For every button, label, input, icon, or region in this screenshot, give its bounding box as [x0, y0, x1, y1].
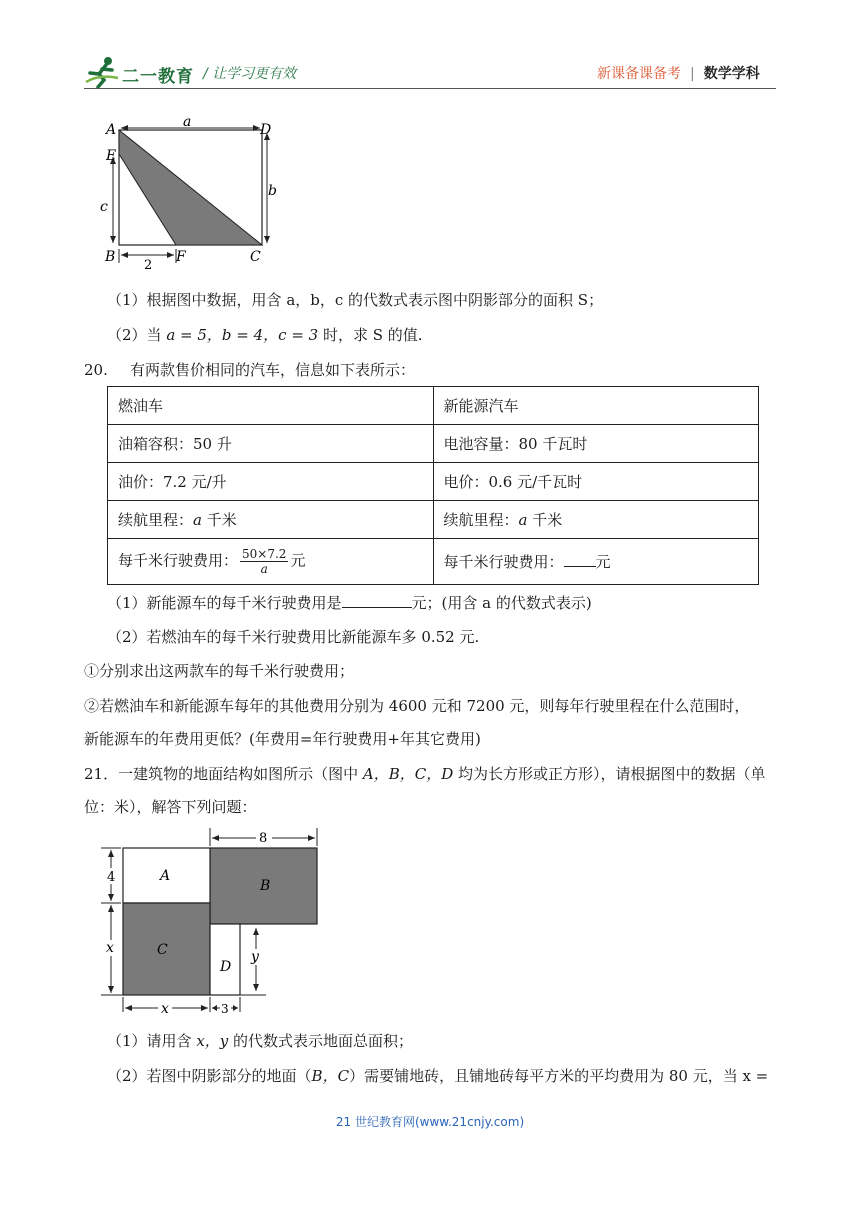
q19-part1: （1）根据图中数据，用含 a，b，c 的代数式表示图中阴影部分的面积 S；	[107, 291, 604, 309]
label-D: D	[220, 959, 232, 975]
q21-line2: 位：米），解答下列问题：	[84, 798, 257, 816]
header-right	[597, 63, 760, 83]
label-x-bottom: x	[161, 1001, 169, 1017]
label-a: a	[183, 115, 192, 130]
table-row	[108, 425, 759, 463]
q19-part2-post: 时，求 S 的值.	[318, 326, 423, 344]
range-left-label: 续航里程：	[118, 511, 194, 529]
q21-part2-post: ）需要铺地砖，且铺地砖每平方米的平均费用为 80 元，当 x =	[349, 1067, 769, 1085]
range-right-label: 续航里程：	[443, 511, 519, 529]
label-8: 8	[259, 831, 268, 846]
q21-part2-vars: B，C	[311, 1067, 350, 1085]
label-A: A	[106, 122, 117, 138]
runner-logo-icon	[84, 56, 122, 88]
figure-1-shaded-rectangle	[100, 115, 280, 270]
label-y: y	[251, 949, 259, 965]
q20-sub1: ①分别求出这两款车的每千米行驶费用；	[84, 662, 355, 680]
q21-part2-pre: （2）若图中阴影部分的地面（	[107, 1067, 312, 1085]
table-cell	[108, 539, 434, 585]
answer-blank	[564, 552, 596, 567]
logo-text: 二一教育	[122, 67, 194, 87]
range-right-var: a	[518, 511, 528, 529]
header-rule	[84, 88, 776, 89]
table-header-cell: 燃油车	[108, 387, 434, 425]
label-C: C	[250, 249, 261, 265]
cost-fraction	[240, 547, 288, 576]
table-header-row	[108, 387, 759, 425]
label-B: B	[105, 249, 116, 265]
q21-part1-post: 的代数式表示地面总面积；	[228, 1032, 414, 1050]
q21-part1-vars: x，y	[196, 1032, 229, 1050]
label-F: F	[176, 249, 186, 265]
shaded-region	[119, 130, 262, 245]
label-x-left: x	[106, 940, 114, 956]
header-right-label: 新课备课备考	[597, 66, 681, 82]
table-cell	[108, 501, 434, 539]
header-separator: |	[690, 66, 695, 82]
q21-line1-pre: 21．一建筑物的地面结构如图所示（图中	[84, 765, 363, 783]
q21-part1	[107, 1031, 413, 1051]
q20-part1	[107, 593, 592, 613]
table-cell: 油箱容积：50 升	[108, 425, 434, 463]
range-left-var: a	[193, 511, 202, 529]
label-b: b	[268, 183, 277, 199]
footer-link[interactable]: 21 世纪教育网(www.21cnjy.com)	[335, 1115, 525, 1129]
q21-line1	[84, 764, 766, 784]
q20-number: 20.	[84, 361, 108, 379]
q21-line1-vars: A，B，C，D	[362, 765, 454, 783]
table-cell: 油价：7.2 元/升	[108, 463, 434, 501]
label-3: 3	[221, 1002, 229, 1016]
table-cell	[433, 539, 759, 585]
label-B: B	[260, 878, 271, 894]
label-C: C	[157, 942, 168, 958]
fraction-numerator: 50×7.2	[242, 547, 287, 561]
cost-left-unit: 元	[290, 551, 306, 570]
q20-part1-pre: （1）新能源车的每千米行驶费用是	[107, 594, 342, 612]
cost-right-unit: 元	[595, 553, 611, 571]
q19-part2	[107, 325, 423, 345]
table-row	[108, 501, 759, 539]
range-left-unit: 千米	[201, 511, 237, 529]
figure-2-floor-plan	[98, 826, 323, 1026]
header-subject: 数学学科	[703, 66, 760, 82]
q19-part2-pre: （2）当	[107, 326, 167, 344]
q20-part2: （2）若燃油车的每千米行驶费用比新能源车多 0.52 元.	[107, 628, 480, 646]
cost-right-label: 每千米行驶费用：	[443, 553, 564, 571]
table-row	[108, 539, 759, 585]
q20-intro: 有两款售价相同的汽车，信息如下表所示：	[130, 361, 416, 379]
fraction-denominator: a	[260, 562, 268, 576]
label-E: E	[106, 148, 117, 164]
range-right-unit: 千米	[527, 511, 563, 529]
header-slogan: / 让学习更有效	[203, 66, 297, 82]
label-A: A	[160, 868, 171, 884]
table-cell: 电池容量：80 千瓦时	[433, 425, 759, 463]
label-4: 4	[107, 870, 116, 885]
table-row	[108, 463, 759, 501]
q21-part1-pre: （1）请用含	[107, 1032, 197, 1050]
table-header-cell: 新能源汽车	[433, 387, 759, 425]
label-D: D	[260, 122, 272, 138]
answer-blank	[342, 593, 412, 608]
label-2: 2	[144, 258, 153, 270]
q20-sub2-line2: 新能源车的年费用更低？(年费用=年行驶费用+年其它费用)	[84, 730, 481, 748]
label-c: c	[100, 199, 108, 215]
q21-line1-post: 均为长方形或正方形），请根据图中的数据（单	[453, 765, 766, 783]
q21-part2	[107, 1066, 768, 1086]
cost-left-label: 每千米行驶费用：	[118, 551, 239, 570]
comparison-table	[107, 386, 759, 585]
q20-part1-post: 元；(用含 a 的代数式表示)	[411, 594, 592, 612]
table-cell	[433, 501, 759, 539]
q20-sub2-line1: ②若燃油车和新能源车每年的其他费用分别为 4600 元和 7200 元，则每年行驶里程在什么范围时，	[84, 697, 750, 715]
q19-part2-math: a = 5，b = 4，c = 3	[166, 326, 319, 344]
table-cell: 电价：0.6 元/千瓦时	[433, 463, 759, 501]
